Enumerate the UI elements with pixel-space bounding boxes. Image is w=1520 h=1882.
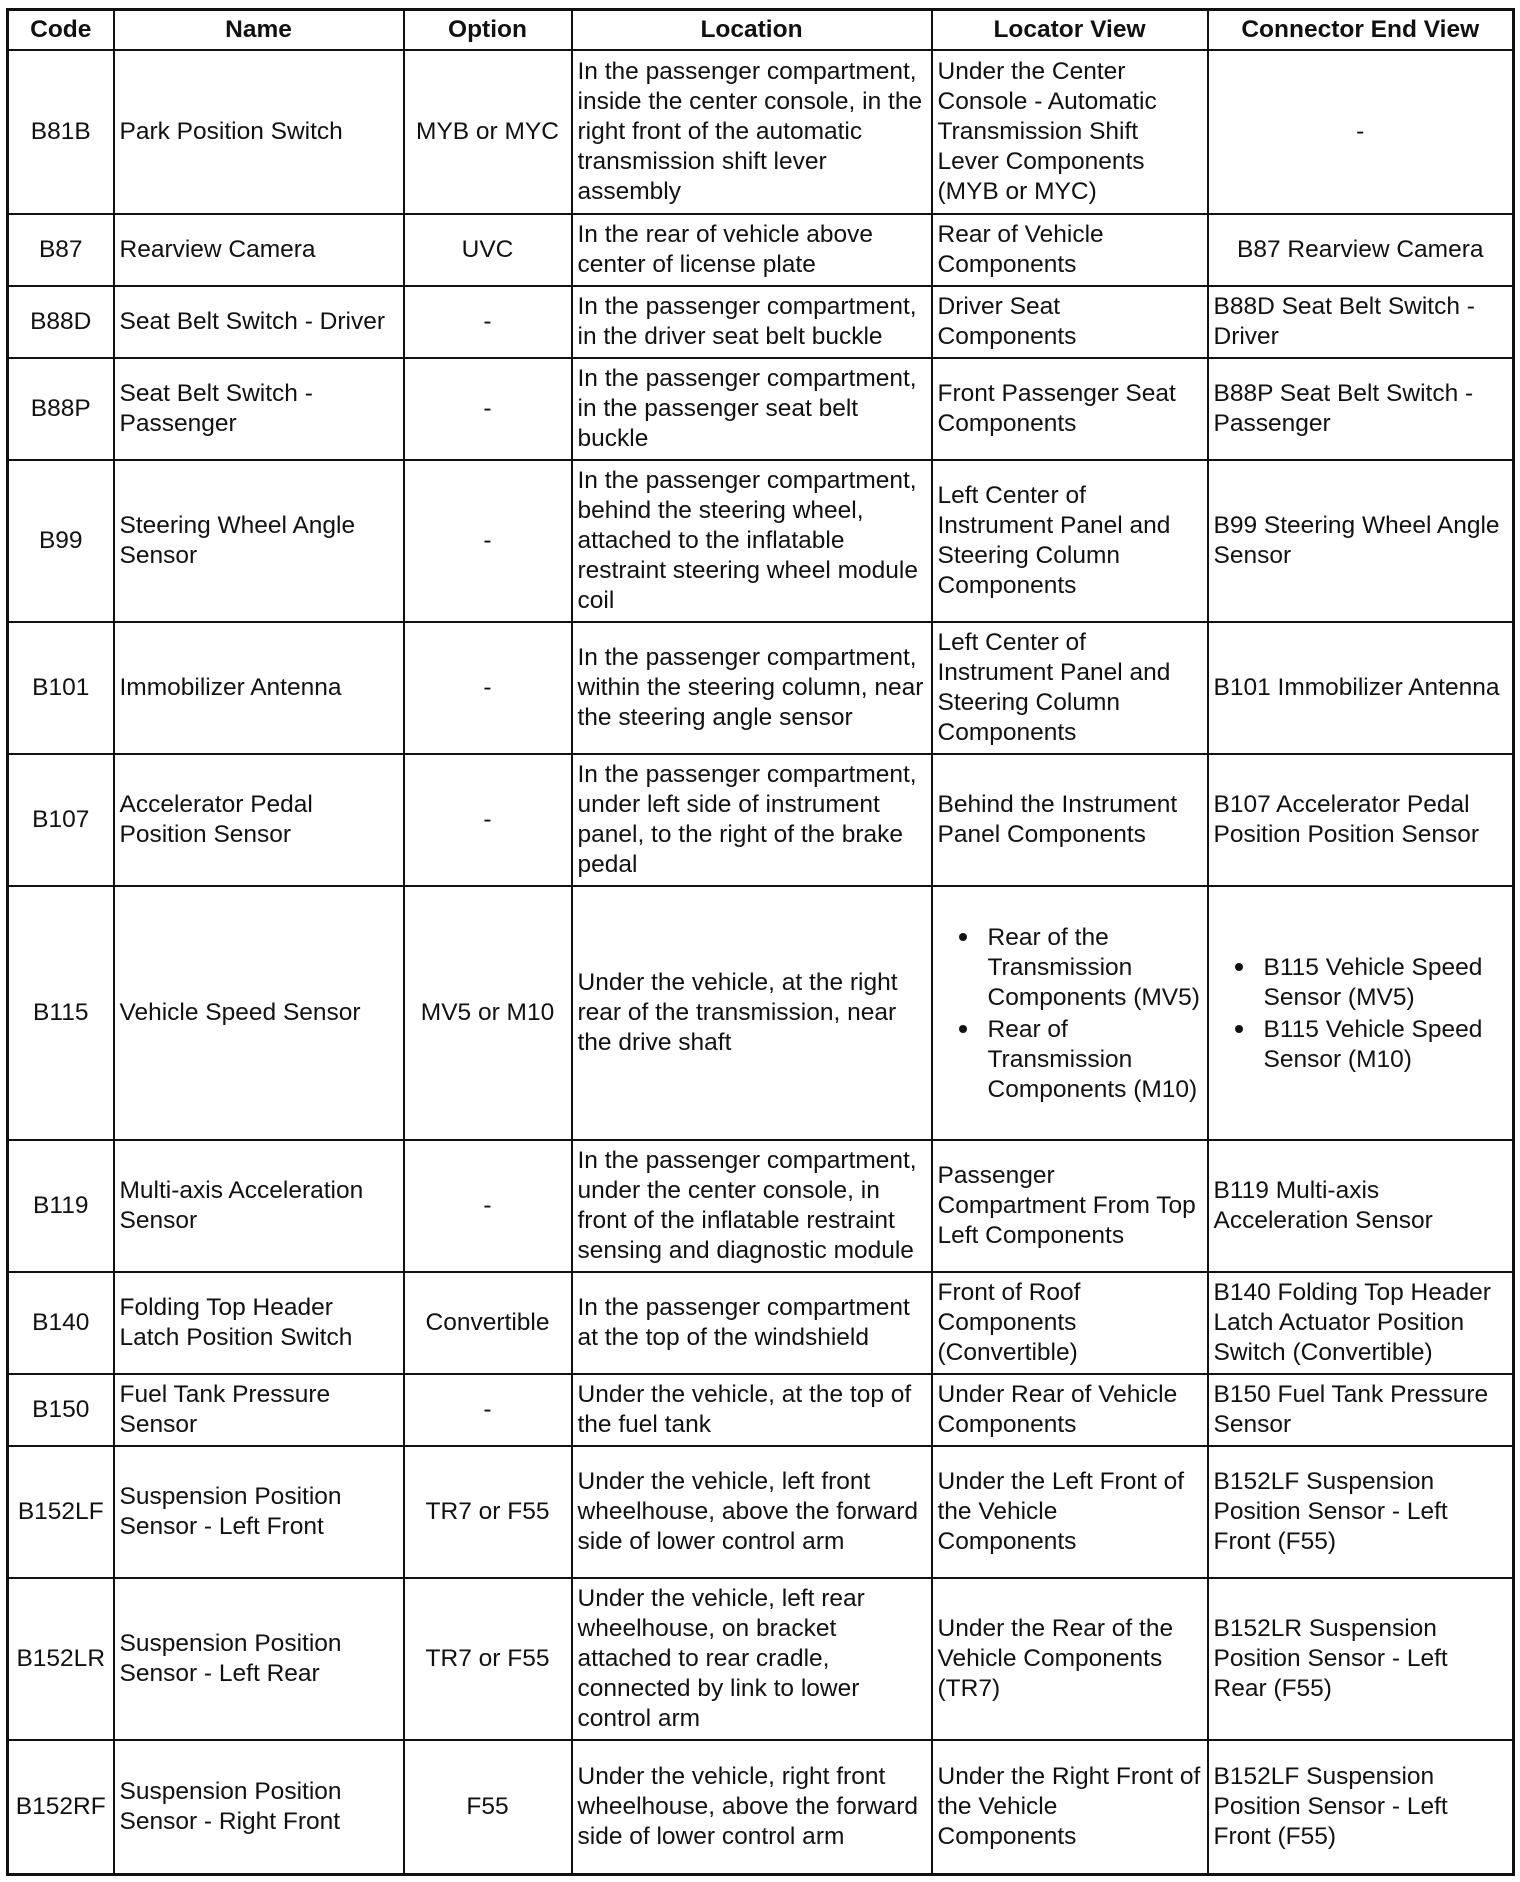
cell-connector-end-view: B119 Multi-axis Acceleration Sensor	[1208, 1140, 1514, 1272]
header-locator-view: Locator View	[932, 10, 1208, 51]
cell-name: Seat Belt Switch - Passenger	[114, 358, 404, 460]
list-item: • B115 Vehicle Speed Sensor (M10)	[1258, 1013, 1508, 1075]
table-row	[8, 1740, 1514, 1874]
cell-locator-view: Passenger Compartment From Top Left Components	[932, 1140, 1208, 1272]
cell-location: Under the vehicle, left rear wheelhouse, on bracket attached to rear cradle, connected by link to lower control arm	[572, 1578, 932, 1740]
cell-connector-end-view: B152LF Suspension Position Sensor - Left Front (F55)	[1208, 1446, 1514, 1578]
list-item: • Rear of Transmission Components (M10)	[982, 1013, 1202, 1105]
header-code: Code	[8, 10, 114, 51]
cell-code: B107	[8, 754, 114, 886]
cell-connector-end-view: B152LF Suspension Position Sensor - Left Front (F55)	[1208, 1740, 1514, 1874]
cell-option: -	[404, 754, 572, 886]
cell-option: -	[404, 622, 572, 754]
header-option: Option	[404, 10, 572, 51]
cell-name: Fuel Tank Pressure Sensor	[114, 1374, 404, 1446]
cell-location: Under the vehicle, right front wheelhouse, above the forward side of lower control arm	[572, 1740, 932, 1874]
cell-code: B152RF	[8, 1740, 114, 1874]
cell-connector-end-view: B140 Folding Top Header Latch Actuator Position Switch (Convertible)	[1208, 1272, 1514, 1374]
header-location: Location	[572, 10, 932, 51]
cell-location: In the passenger compartment, under left side of instrument panel, to the right of the brake pedal	[572, 754, 932, 886]
cell-location: In the passenger compartment, in the passenger seat belt buckle	[572, 358, 932, 460]
cell-connector-end-view: B150 Fuel Tank Pressure Sensor	[1208, 1374, 1514, 1446]
table-row	[8, 50, 1514, 214]
cell-option: -	[404, 286, 572, 358]
cell-code: B99	[8, 460, 114, 622]
cell-locator-view	[932, 886, 1208, 1140]
cell-location: In the passenger compartment, inside the center console, in the right front of the automatic transmission shift lever assembly	[572, 50, 932, 214]
table-row	[8, 1446, 1514, 1578]
list-item: • B115 Vehicle Speed Sensor (MV5)	[1258, 951, 1508, 1013]
cell-connector-end-view	[1208, 886, 1514, 1140]
header-name: Name	[114, 10, 404, 51]
locator-view-list	[938, 921, 1202, 1105]
cell-code: B88D	[8, 286, 114, 358]
cell-code: B140	[8, 1272, 114, 1374]
cell-connector-end-view: B152LR Suspension Position Sensor - Left Rear (F55)	[1208, 1578, 1514, 1740]
cell-code: B152LF	[8, 1446, 114, 1578]
cell-connector-end-view: B99 Steering Wheel Angle Sensor	[1208, 460, 1514, 622]
cell-location: Under the vehicle, left front wheelhouse, above the forward side of lower control arm	[572, 1446, 932, 1578]
cell-locator-view: Under the Rear of the Vehicle Components (TR7)	[932, 1578, 1208, 1740]
cell-option: UVC	[404, 214, 572, 286]
cell-locator-view: Under Rear of Vehicle Components	[932, 1374, 1208, 1446]
cell-name: Suspension Position Sensor - Left Front	[114, 1446, 404, 1578]
cell-option: -	[404, 1374, 572, 1446]
cell-name: Park Position Switch	[114, 50, 404, 214]
cell-option: TR7 or F55	[404, 1446, 572, 1578]
cell-location: In the passenger compartment at the top of the windshield	[572, 1272, 932, 1374]
cell-locator-view: Under the Left Front of the Vehicle Components	[932, 1446, 1208, 1578]
cell-connector-end-view: B88D Seat Belt Switch - Driver	[1208, 286, 1514, 358]
cell-name: Accelerator Pedal Position Sensor	[114, 754, 404, 886]
cell-name: Rearview Camera	[114, 214, 404, 286]
list-item: • Rear of the Transmission Components (MV5)	[982, 921, 1202, 1013]
cell-code: B81B	[8, 50, 114, 214]
cell-connector-end-view: B87 Rearview Camera	[1208, 214, 1514, 286]
cell-option: TR7 or F55	[404, 1578, 572, 1740]
cell-code: B115	[8, 886, 114, 1140]
cell-location: In the passenger compartment, behind the steering wheel, attached to the inflatable restraint steering wheel module coil	[572, 460, 932, 622]
cell-locator-view: Front of Roof Components (Convertible)	[932, 1272, 1208, 1374]
cell-option: MV5 or M10	[404, 886, 572, 1140]
cell-name: Folding Top Header Latch Position Switch	[114, 1272, 404, 1374]
cell-location: Under the vehicle, at the right rear of the transmission, near the drive shaft	[572, 886, 932, 1140]
cell-name: Vehicle Speed Sensor	[114, 886, 404, 1140]
cell-location: In the rear of vehicle above center of license plate	[572, 214, 932, 286]
table-row	[8, 214, 1514, 286]
cell-location: In the passenger compartment, within the steering column, near the steering angle sensor	[572, 622, 932, 754]
cell-name: Steering Wheel Angle Sensor	[114, 460, 404, 622]
table-row	[8, 622, 1514, 754]
connector-end-view-list	[1214, 951, 1508, 1075]
cell-locator-view: Behind the Instrument Panel Components	[932, 754, 1208, 886]
cell-name: Immobilizer Antenna	[114, 622, 404, 754]
cell-locator-view: Left Center of Instrument Panel and Steering Column Components	[932, 622, 1208, 754]
cell-code: B152LR	[8, 1578, 114, 1740]
cell-option: MYB or MYC	[404, 50, 572, 214]
cell-code: B101	[8, 622, 114, 754]
table-row	[8, 754, 1514, 886]
table-row	[8, 286, 1514, 358]
cell-connector-end-view: -	[1208, 50, 1514, 214]
cell-locator-view: Rear of Vehicle Components	[932, 214, 1208, 286]
table-row	[8, 1140, 1514, 1272]
cell-location: In the passenger compartment, under the center console, in front of the inflatable restraint sensing and diagnostic module	[572, 1140, 932, 1272]
table-row	[8, 886, 1514, 1140]
cell-locator-view: Front Passenger Seat Components	[932, 358, 1208, 460]
cell-option: -	[404, 1140, 572, 1272]
cell-option: Convertible	[404, 1272, 572, 1374]
cell-locator-view: Left Center of Instrument Panel and Steering Column Components	[932, 460, 1208, 622]
header-connector-end-view: Connector End View	[1208, 10, 1514, 51]
cell-name: Suspension Position Sensor - Right Front	[114, 1740, 404, 1874]
table-row	[8, 1272, 1514, 1374]
cell-code: B88P	[8, 358, 114, 460]
cell-name: Suspension Position Sensor - Left Rear	[114, 1578, 404, 1740]
cell-locator-view: Under the Right Front of the Vehicle Components	[932, 1740, 1208, 1874]
component-table	[6, 8, 1515, 1876]
cell-name: Seat Belt Switch - Driver	[114, 286, 404, 358]
cell-option: -	[404, 460, 572, 622]
table-row	[8, 1578, 1514, 1740]
cell-code: B119	[8, 1140, 114, 1272]
cell-code: B87	[8, 214, 114, 286]
cell-connector-end-view: B101 Immobilizer Antenna	[1208, 622, 1514, 754]
cell-name: Multi-axis Acceleration Sensor	[114, 1140, 404, 1272]
cell-connector-end-view: B88P Seat Belt Switch - Passenger	[1208, 358, 1514, 460]
cell-locator-view: Driver Seat Components	[932, 286, 1208, 358]
cell-option: -	[404, 358, 572, 460]
cell-option: F55	[404, 1740, 572, 1874]
cell-locator-view: Under the Center Console - Automatic Transmission Shift Lever Components (MYB or MYC)	[932, 50, 1208, 214]
table-row	[8, 460, 1514, 622]
cell-code: B150	[8, 1374, 114, 1446]
cell-location: Under the vehicle, at the top of the fuel tank	[572, 1374, 932, 1446]
cell-location: In the passenger compartment, in the driver seat belt buckle	[572, 286, 932, 358]
component-locator-sheet	[6, 8, 1512, 1876]
table-row	[8, 358, 1514, 460]
table-row	[8, 1374, 1514, 1446]
cell-connector-end-view: B107 Accelerator Pedal Position Position Sensor	[1208, 754, 1514, 886]
header-row	[8, 10, 1514, 51]
